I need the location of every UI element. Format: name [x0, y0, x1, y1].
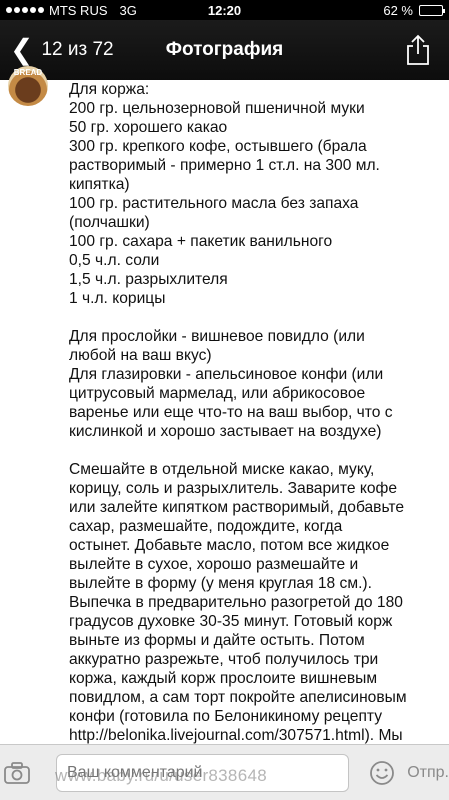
recipe-line: цитрусовый мармелад, или абрикосовое [69, 385, 366, 402]
recipe-line: кипятка) [69, 176, 130, 193]
recipe-line: любой на ваш вкус) [69, 347, 212, 364]
watermark: www.baby.ru/u/user838648 [55, 766, 267, 785]
recipe-line: 50 гр. хорошего какао [69, 119, 228, 136]
recipe-line: Для прослойки - вишневое повидло (или [69, 328, 365, 345]
recipe-line: сахар, размешайте, подождите, когда [69, 518, 343, 535]
recipe-line: повидлом, а сам торт покройте апелисиновым [69, 689, 407, 706]
recipe-line: конфи (готовила по Белоникиному рецепту [69, 708, 383, 725]
photo-counter: 12 из 72 [41, 39, 114, 60]
recipe-line: 100 гр. сахара + пакетик ванильного [69, 233, 333, 250]
recipe-line: остынет. Добавьте масло, потом все жидкое [69, 537, 390, 554]
recipe-line: вылейте в сухое, хорошо размешайте и [69, 556, 359, 573]
recipe-line: коржа, каждый корж прослоите вишневым [69, 670, 378, 687]
battery-icon [419, 5, 443, 16]
recipe-line: выньте из формы и дайте остыть. Потом [69, 632, 365, 649]
network-type: 3G [119, 2, 137, 18]
recipe-line: 200 гр. цельнозерновой пшеничной муки [69, 100, 365, 117]
recipe-line: 1 ч.л. корицы [69, 290, 166, 307]
recipe-line: кислинкой и хорошо застывает на воздухе) [69, 423, 382, 440]
recipe-line: растворимый - примерно 1 ст.л. на 300 мл. [69, 157, 380, 174]
smiley-icon[interactable] [369, 760, 395, 786]
recipe-line: корицу, соль и разрыхлитель. Заварите кофе [69, 480, 398, 497]
recipe-line: (полчашки) [69, 214, 150, 231]
recipe-line: Выпечка в предварительно разогретой до 180 [69, 594, 403, 611]
recipe-text [69, 80, 441, 745]
recipe-line: варенье или еще что-то на ваш выбор, что с [69, 404, 393, 421]
status-bar [0, 0, 449, 20]
carrier-name: MTS RUS [49, 2, 108, 18]
recipe-line: 0,5 ч.л. соли [69, 252, 160, 269]
recipe-line: или залейте кипятком растворимый, добавьте [69, 499, 405, 516]
page-title: Фотография [165, 39, 284, 60]
recipe-line: аккуратно разрежьте, чтоб получилось три [69, 651, 379, 668]
recipe-line: 100 гр. растительного масла без запаха [69, 195, 359, 212]
comment-input[interactable] [56, 754, 349, 792]
recipe-line: Для коржа: [69, 81, 150, 98]
recipe-line: 1,5 ч.л. разрыхлителя [69, 271, 228, 288]
photo-content [0, 68, 449, 744]
navigation-bar [0, 20, 449, 80]
recipe-line: Для глазировки - апельсиновое конфи (или [69, 366, 384, 383]
avatar-logo-text: BREAD [13, 68, 43, 77]
battery-percent: 62 % [383, 2, 413, 18]
recipe-line: Смешайте в отдельной миске какао, муку, [69, 461, 375, 478]
recipe-line: вылейте в форму (у меня круглая 18 см.). [69, 575, 372, 592]
recipe-line: http://belonika.livejournal.com/307571.html). Мы [69, 727, 403, 744]
paragraph-gap [69, 441, 441, 460]
recipe-line: 300 гр. крепкого кофе, остывшего (брала [69, 138, 367, 155]
status-time: 12:20 [207, 2, 242, 18]
comment-bar [0, 744, 449, 800]
recipe-line: градусов духовке 30-35 минут. Готовый корж [69, 613, 393, 630]
send-button[interactable]: Отпр. [407, 763, 449, 781]
camera-icon[interactable] [2, 758, 32, 788]
share-icon[interactable] [405, 34, 431, 66]
chevron-left-icon: ❮ [10, 34, 34, 65]
paragraph-gap [69, 308, 441, 327]
battery-indicator [383, 3, 443, 18]
author-avatar[interactable] [8, 66, 48, 106]
signal-strength-icon [6, 7, 44, 13]
